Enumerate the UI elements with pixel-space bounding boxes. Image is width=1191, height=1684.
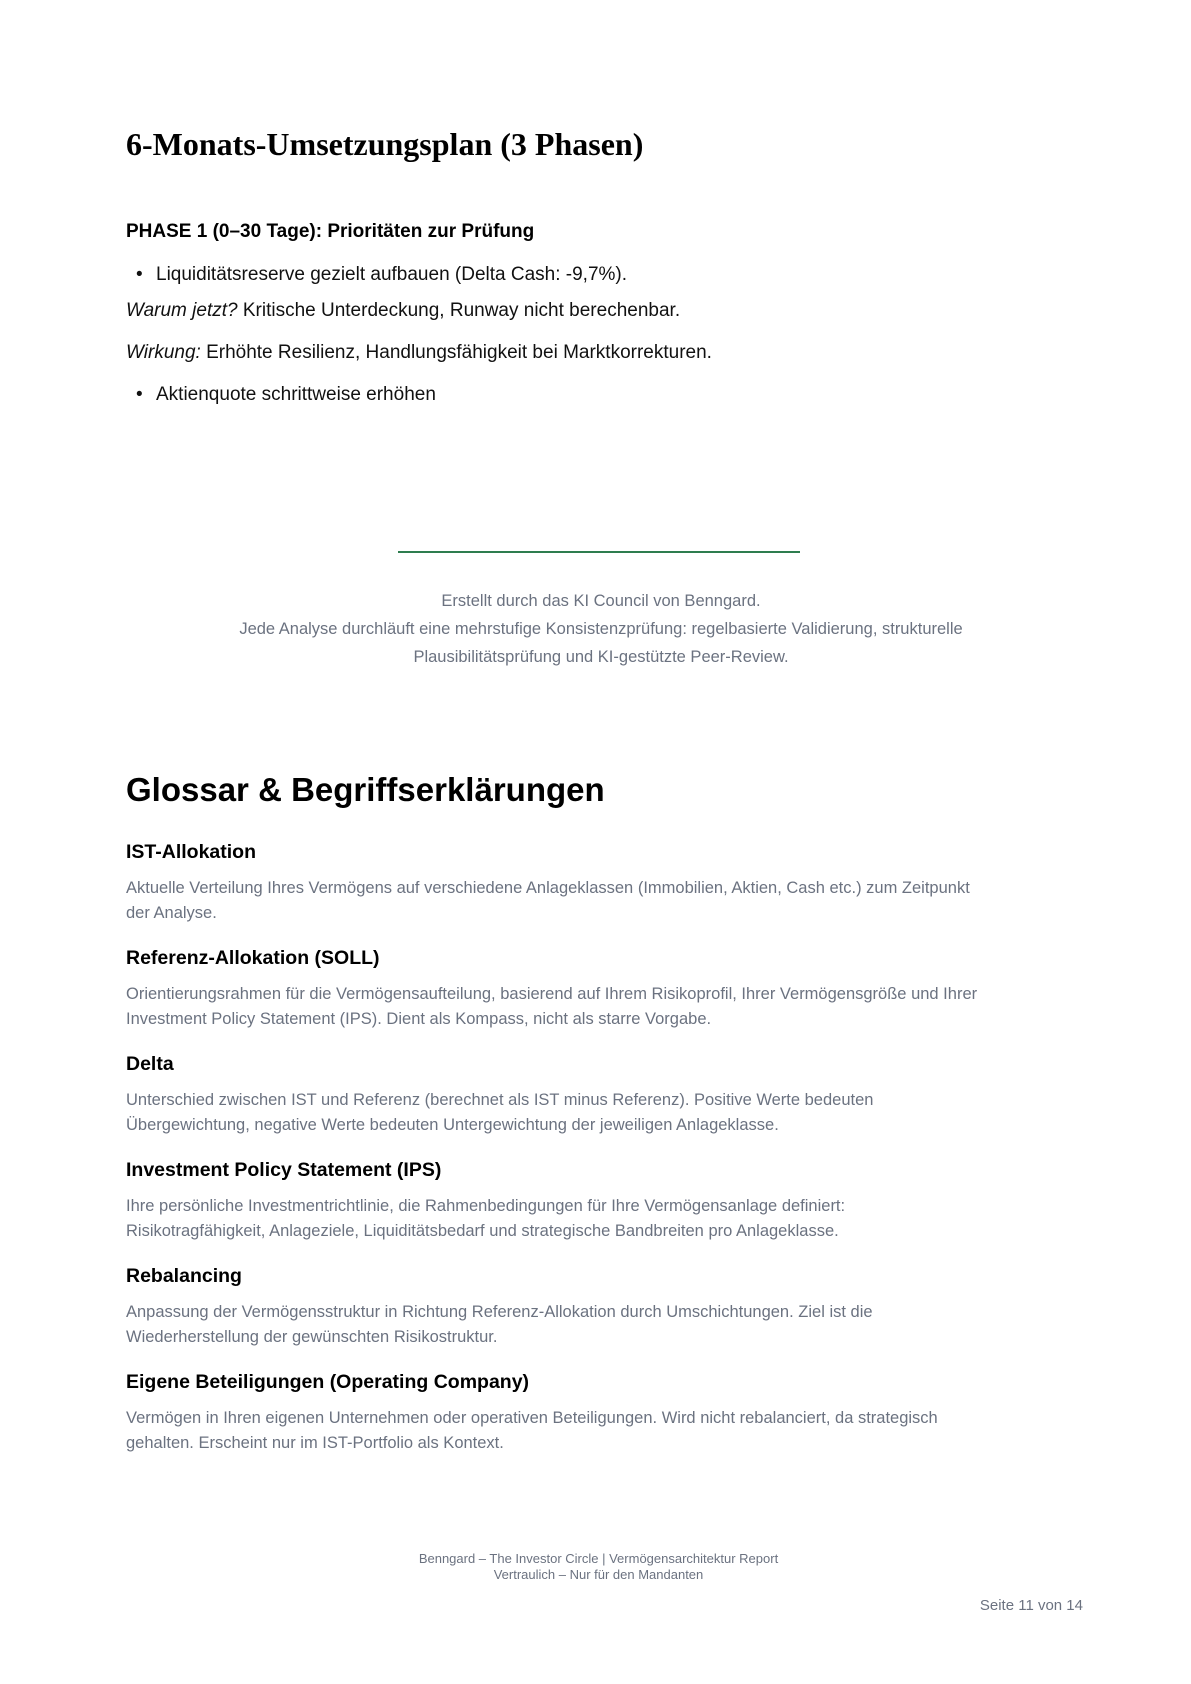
- bullet-glyph: •: [136, 264, 143, 285]
- credit-line: Plausibilitätsprüfung und KI-gestützte Peer-Review.: [413, 648, 789, 666]
- bullet-glyph: •: [136, 384, 143, 405]
- credit-line: Jede Analyse durchläuft eine mehrstufige Konsistenzprüfung: regelbasierte Validierung, strukturelle: [239, 620, 963, 638]
- glossary-term: Rebalancing: [126, 1265, 242, 1287]
- list-item: [136, 384, 436, 406]
- page-footer: [126, 1551, 1071, 1583]
- definition-line: Vermögen in Ihren eigenen Unternehmen oder operativen Beteiligungen. Wird nicht rebalanciert, da strategisch: [126, 1409, 938, 1427]
- glossary-term: Investment Policy Statement (IPS): [126, 1159, 442, 1181]
- glossary-term: IST-Allokation: [126, 841, 257, 863]
- why-now-paragraph: [126, 300, 680, 322]
- glossary-definition: [126, 982, 1086, 1031]
- glossary-definition: [126, 876, 1086, 925]
- glossary-term: Referenz-Allokation (SOLL): [126, 947, 380, 969]
- definition-line: Übergewichtung, negative Werte bedeuten Untergewichtung der jeweiligen Anlageklasse.: [126, 1115, 779, 1134]
- glossary-definition: [126, 1194, 1086, 1243]
- definition-line: Orientierungsrahmen für die Vermögensaufteilung, basierend auf Ihrem Risikoprofil, Ihrer Vermögensgröße und Ihrer: [126, 985, 978, 1003]
- why-now-label: Warum jetzt?: [126, 300, 238, 321]
- credit-note: [126, 587, 1076, 671]
- footer-line: Vertraulich – Nur für den Mandanten: [493, 1567, 704, 1582]
- glossary-definition: [126, 1088, 1086, 1137]
- definition-line: Risikotragfähigkeit, Anlageziele, Liquiditätsbedarf und strategische Bandbreiten pro Anlageklasse.: [126, 1221, 839, 1240]
- glossary-definition: [126, 1300, 1086, 1349]
- definition-line: Unterschied zwischen IST und Referenz (berechnet als IST minus Referenz). Positive Werte bedeuten: [126, 1091, 874, 1109]
- definition-line: Wiederherstellung der gewünschten Risikostruktur.: [126, 1327, 498, 1346]
- page-number: Seite 11 von 14: [979, 1597, 1083, 1614]
- glossary-term: Delta: [126, 1053, 174, 1075]
- list-item-text: Liquiditätsreserve gezielt aufbauen (Delta Cash: -9,7%).: [156, 264, 628, 285]
- effect-label: Wirkung:: [126, 342, 201, 363]
- list-item: [136, 264, 627, 286]
- list-item-text: Aktienquote schrittweise erhöhen: [156, 384, 436, 405]
- definition-line: gehalten. Erscheint nur im IST-Portfolio als Kontext.: [126, 1433, 504, 1452]
- definition-line: der Analyse.: [126, 903, 217, 922]
- credit-line: Erstellt durch das KI Council von Benngard.: [441, 592, 761, 610]
- definition-line: Anpassung der Vermögensstruktur in Richtung Referenz-Allokation durch Umschichtungen. Ziel ist die: [126, 1303, 873, 1321]
- phase-heading: PHASE 1 (0–30 Tage): Prioritäten zur Prüfung: [126, 221, 535, 242]
- glossary-term: Eigene Beteiligungen (Operating Company): [126, 1371, 530, 1393]
- effect-paragraph: [126, 342, 712, 364]
- glossary-title: Glossar & Begriffserklärungen: [126, 771, 605, 808]
- page-title: 6-Monats-Umsetzungsplan (3 Phasen): [126, 126, 644, 162]
- section-divider: [398, 551, 800, 553]
- footer-line: Benngard – The Investor Circle | Vermögensarchitektur Report: [418, 1551, 779, 1566]
- definition-line: Aktuelle Verteilung Ihres Vermögens auf verschiedene Anlageklassen (Immobilien, Aktien, Cash etc.) zum Zeitpunkt: [126, 879, 970, 897]
- glossary-definition: [126, 1406, 1086, 1455]
- effect-text: Erhöhte Resilienz, Handlungsfähigkeit bei Marktkorrekturen.: [200, 342, 712, 363]
- definition-line: Ihre persönliche Investmentrichtlinie, die Rahmenbedingungen für Ihre Vermögensanlage definiert:: [126, 1197, 846, 1215]
- why-now-text: Kritische Unterdeckung, Runway nicht berechenbar.: [237, 300, 681, 321]
- definition-line: Investment Policy Statement (IPS). Dient als Kompass, nicht als starre Vorgabe.: [126, 1009, 712, 1028]
